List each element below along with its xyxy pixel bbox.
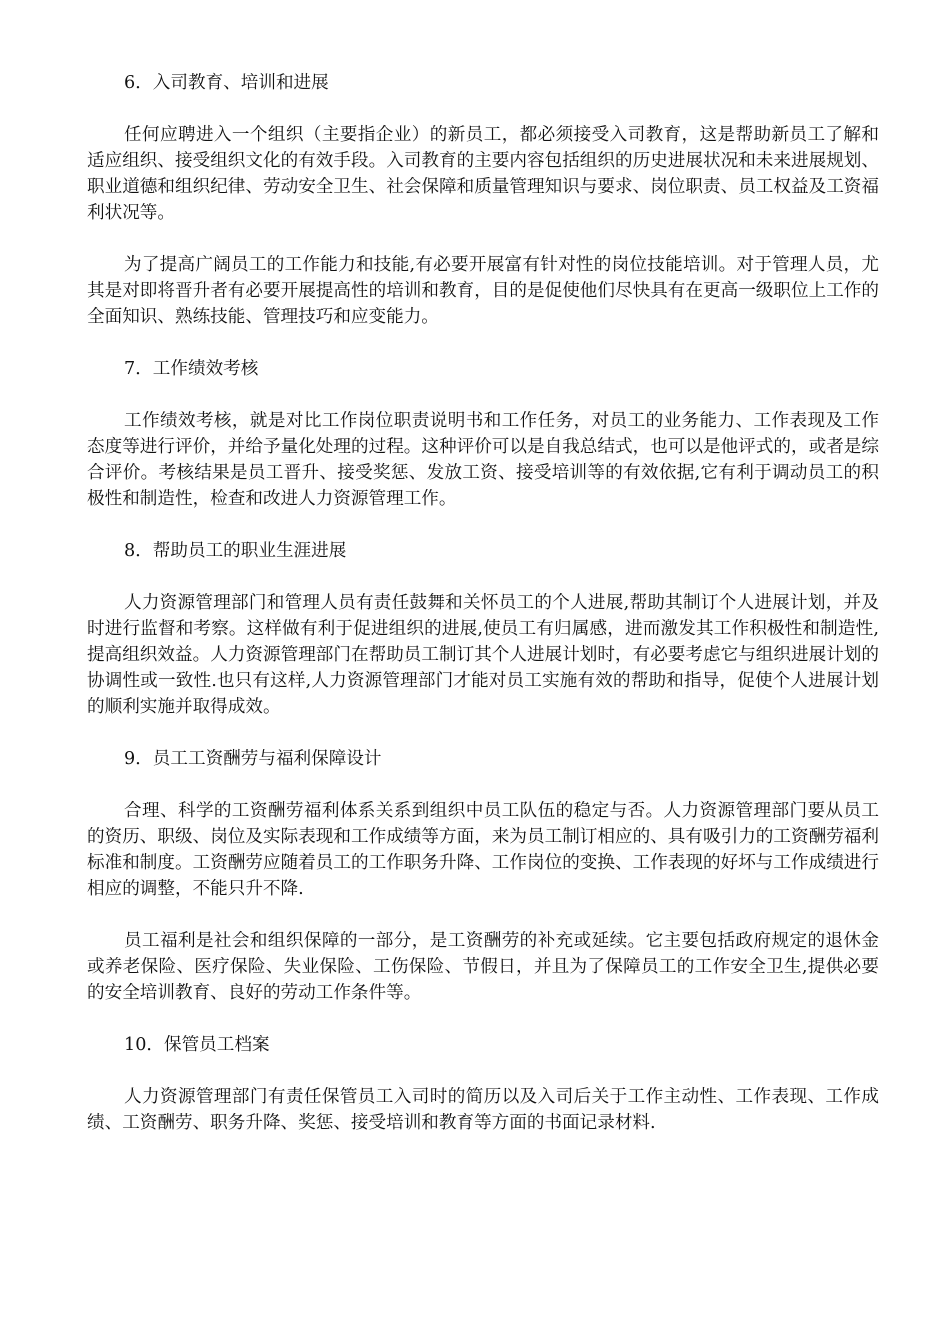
section-heading: 10．保管员工档案	[124, 1035, 270, 1055]
paragraph: 合理、科学的工资酬劳福利体系关系到组织中员工队伍的稳定与否。人力资源管理部门要从员工的资历、职级、岗位及实际表现和工作成绩等方面，来为员工制订相应的、具有吸引力的工资酬劳福利标准和制度。工资酬劳应随着员工的工作职务升降、工作岗位的变换、工作表现的好坏与工作成绩进行相应的调整，不能只升不降.	[87, 801, 879, 899]
paragraph: 为了提高广阔员工的工作能力和技能,有必要开展富有针对性的岗位技能培训。对于管理人员，尤其是对即将晋升者有必要开展提高性的培训和教育，目的是促使他们尽快具有在更高一级职位上工作的全面知识、熟练技能、管理技巧和应变能力。	[87, 255, 879, 327]
section-heading: 8．帮助员工的职业生涯进展	[124, 541, 347, 561]
section-7	[87, 356, 879, 512]
document-page	[87, 70, 879, 1162]
paragraph: 任何应聘进入一个组织（主要指企业）的新员工，都必须接受入司教育，这是帮助新员工了解和适应组织、接受组织文化的有效手段。入司教育的主要内容包括组织的历史进展状况和未来进展规划、职业道德和组织纪律、劳动安全卫生、社会保障和质量管理知识与要求、岗位职责、员工权益及工资福利状况等。	[87, 125, 879, 223]
section-heading: 9．员工工资酬劳与福利保障设计	[124, 749, 382, 769]
paragraph: 人力资源管理部门和管理人员有责任鼓舞和关怀员工的个人进展,帮助其制订个人进展计划，并及时进行监督和考察。这样做有利于促进组织的进展,使员工有归属感，进而激发其工作积极性和制造性,提高组织效益。人力资源管理部门在帮助员工制订其个人进展计划时，有必要考虑它与组织进展计划的协调性或一致性.也只有这样,人力资源管理部门才能对员工实施有效的帮助和指导，促使个人进展计划的顺利实施并取得成效。	[87, 593, 879, 717]
paragraph: 工作绩效考核，就是对比工作岗位职责说明书和工作任务，对员工的业务能力、工作表现及工作态度等进行评价，并给予量化处理的过程。这种评价可以是自我总结式，也可以是他评式的，或者是综合评价。考核结果是员工晋升、接受奖惩、发放工资、接受培训等的有效依据,它有利于调动员工的积极性和制造性，检查和改进人力资源管理工作。	[87, 411, 879, 509]
section-heading: 6．入司教育、培训和进展	[124, 73, 329, 93]
section-9	[87, 746, 879, 1006]
paragraph: 人力资源管理部门有责任保管员工入司时的简历以及入司后关于工作主动性、工作表现、工作成绩、工资酬劳、职务升降、奖惩、接受培训和教育等方面的书面记录材料.	[87, 1087, 879, 1133]
section-8	[87, 538, 879, 720]
section-10	[87, 1032, 879, 1136]
section-6	[87, 70, 879, 330]
paragraph: 员工福利是社会和组织保障的一部分，是工资酬劳的补充或延续。它主要包括政府规定的退休金或养老保险、医疗保险、失业保险、工伤保险、节假日，并且为了保障员工的工作安全卫生,提供必要的安全培训教育、良好的劳动工作条件等。	[87, 931, 879, 1003]
section-heading: 7．工作绩效考核	[124, 359, 259, 379]
